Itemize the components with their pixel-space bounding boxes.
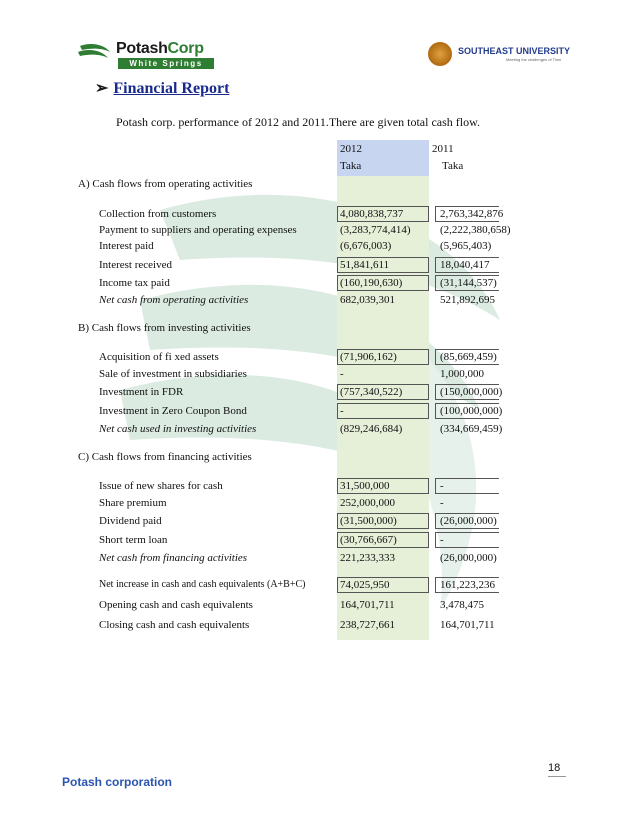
table-row: Sale of investment in subsidiaries - 1,000,000 <box>99 368 484 380</box>
table-row-total: Opening cash and cash equivalents 164,701,711 3,478,475 <box>99 599 484 611</box>
table-row: Payment to suppliers and operating expenses (3,283,774,414) (2,222,380,658) <box>99 224 511 236</box>
table-row: Share premium 252,000,000 - <box>99 497 444 509</box>
arrow-bullet-icon: ➢ <box>95 80 109 97</box>
column-2011-header: 2011 <box>432 143 454 155</box>
table-row: Interest paid (6,676,003) (5,965,403) <box>99 240 492 252</box>
table-row: Short term loan (30,766,667) - <box>0 532 638 549</box>
table-row-subtotal: Net cash used in investing activities (829,246,684) (334,669,459) <box>99 423 503 435</box>
section-financing: C) Cash flows from financing activities <box>78 451 252 463</box>
section-heading <box>95 78 229 98</box>
brand-name <box>116 40 204 58</box>
intro-text: Potash corp. performance of 2012 and 2011.There are given total cash flow. <box>116 115 480 129</box>
section-operating: A) Cash flows from operating activities <box>78 178 253 190</box>
table-row-total: Closing cash and cash equivalents 238,727,661 164,701,711 <box>99 619 495 631</box>
university-seal-icon <box>428 42 452 66</box>
southeast-university-logo <box>428 42 571 70</box>
heading-title: Financial Report <box>113 80 230 97</box>
table-row-total: Net increase in cash and cash equivalents (A+B+C) 74,025,950 161,223,236 <box>0 577 638 594</box>
brand-subtitle: White Springs <box>118 58 214 69</box>
table-row: Dividend paid (31,500,000) (26,000,000) <box>0 513 638 530</box>
brand-accent: Corp <box>167 40 204 57</box>
footer-divider <box>548 776 566 777</box>
table-row: Investment in Zero Coupon Bond - (100,000,000) <box>99 405 503 417</box>
leaf-icon <box>78 42 112 64</box>
university-tagline: Meeting the challenges of Time <box>506 57 562 62</box>
column-2011-unit: Taka <box>442 160 464 172</box>
university-name: SOUTHEAST UNIVERSITY <box>458 46 571 56</box>
table-row: Issue of new shares for cash 31,500,000 - <box>0 478 638 495</box>
footer-company: Potash corporation <box>62 775 173 789</box>
table-row: Acquisition of fi xed assets (71,906,162) (85,669,459) <box>0 349 638 366</box>
potashcorp-logo <box>78 40 218 70</box>
column-2012-unit: Taka <box>340 160 362 172</box>
table-row-subtotal: Net cash from financing activities 221,233,333 (26,000,000) <box>99 552 497 564</box>
brand-main: Potash <box>116 40 168 57</box>
table-row: Income tax paid (160,190,630) (31,144,537) <box>0 275 638 292</box>
table-row: Interest received 51,841,611 18,040,417 <box>0 257 638 274</box>
column-2012-header: 2012 <box>340 143 362 155</box>
section-investing: B) Cash flows from investing activities <box>78 322 251 334</box>
table-row: Collection from customers 4,080,838,737 2,763,342,876 <box>99 208 504 220</box>
page-number: 18 <box>548 762 561 774</box>
table-row-subtotal: Net cash from operating activities 682,039,301 521,892,695 <box>99 294 495 306</box>
table-row: Investment in FDR (757,340,522) (150,000,000) <box>99 386 503 398</box>
